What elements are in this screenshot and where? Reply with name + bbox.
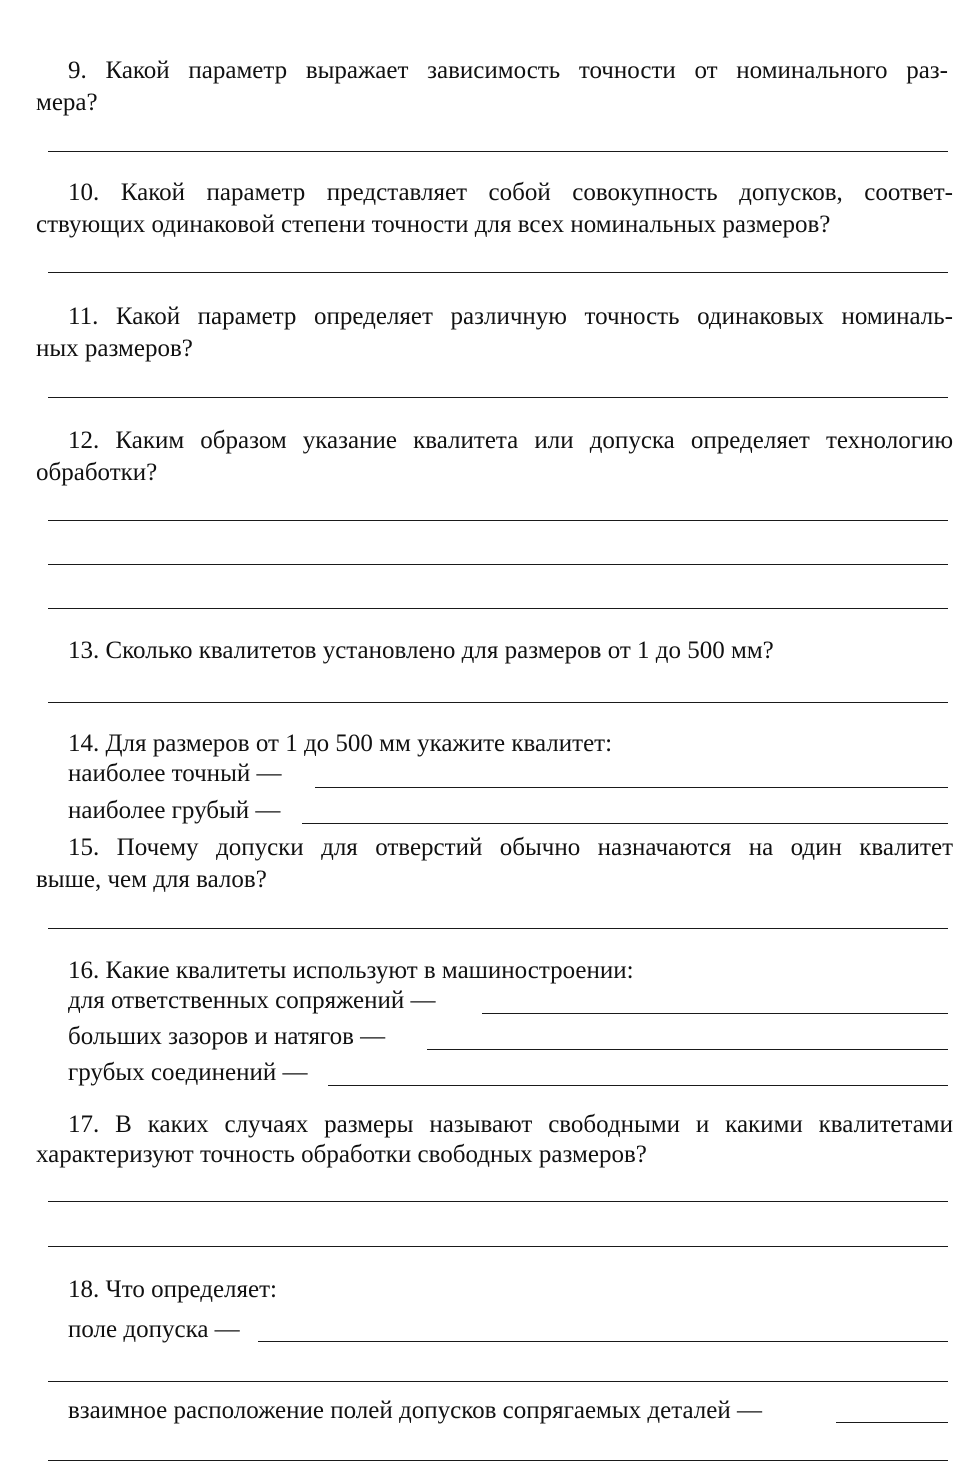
question-16-item-1-label: для ответственных сопряжений — <box>68 987 436 1014</box>
question-16-item-2-label: больших зазоров и натягов — <box>68 1023 386 1050</box>
question-16-item-3-label: грубых соединений — <box>68 1059 308 1086</box>
answer-line-10[interactable] <box>48 272 948 273</box>
answer-line-14-most-precise[interactable] <box>315 787 948 788</box>
answer-line-11[interactable] <box>48 397 948 398</box>
question-18-item-2-label: взаимное расположение полей допусков сопрягаемых деталей — <box>68 1397 762 1424</box>
answer-line-12-b[interactable] <box>48 564 948 565</box>
answer-line-12-c[interactable] <box>48 608 948 609</box>
answer-line-16-coarse-joints[interactable] <box>328 1085 948 1086</box>
question-12-line-1: 12. Каким образом указание квалитета или допуска определяет технологию <box>68 427 953 454</box>
answer-line-16-critical-fits[interactable] <box>482 1013 948 1014</box>
question-18-item-1-label: поле допуска — <box>68 1316 240 1343</box>
question-14-item-2-label: наиболее грубый — <box>68 797 281 824</box>
answer-line-18-mutual-position[interactable] <box>836 1422 948 1423</box>
question-14-item-1-label: наиболее точный — <box>68 760 282 787</box>
answer-line-18-extra[interactable] <box>48 1381 948 1382</box>
question-18-line-1: 18. Что определяет: <box>68 1276 277 1303</box>
question-16-line-1: 16. Какие квалитеты используют в машиностроении: <box>68 957 634 984</box>
question-10-line-2: ствующих одинаковой степени точности для всех номинальных размеров? <box>36 211 831 238</box>
question-12-line-2: обработки? <box>36 459 158 486</box>
question-17-line-2: характеризуют точность обработки свободных размеров? <box>36 1141 647 1168</box>
answer-line-12-a[interactable] <box>48 520 948 521</box>
question-10-line-1: 10. Какой параметр представляет собой совокупность допусков, соответ- <box>68 179 953 206</box>
answer-line-17-a[interactable] <box>48 1201 948 1202</box>
answer-line-18-final[interactable] <box>48 1460 948 1461</box>
question-11-line-2: ных размеров? <box>36 335 193 362</box>
answer-line-9[interactable] <box>48 151 948 152</box>
question-15-line-2: выше, чем для валов? <box>36 866 267 893</box>
question-14-line-1: 14. Для размеров от 1 до 500 мм укажите квалитет: <box>68 730 613 757</box>
question-17-line-1: 17. В каких случаях размеры называют свободными и какими квалитетами <box>68 1111 953 1138</box>
question-9-line-2: мера? <box>36 89 98 116</box>
answer-line-18-tolerance-field[interactable] <box>258 1341 948 1342</box>
question-13-line-1: 13. Сколько квалитетов установлено для размеров от 1 до 500 мм? <box>68 637 774 664</box>
question-11-line-1: 11. Какой параметр определяет различную точность одинаковых номиналь- <box>68 303 953 330</box>
answer-line-15[interactable] <box>48 928 948 929</box>
answer-line-14-coarsest[interactable] <box>302 823 948 824</box>
answer-line-17-b[interactable] <box>48 1246 948 1247</box>
question-9-line-1: 9. Какой параметр выражает зависимость точности от номинального раз- <box>68 57 948 84</box>
answer-line-13[interactable] <box>48 702 948 703</box>
question-15-line-1: 15. Почему допуски для отверстий обычно назначаются на один квалитет <box>68 834 953 861</box>
answer-line-16-large-clearances[interactable] <box>427 1049 948 1050</box>
